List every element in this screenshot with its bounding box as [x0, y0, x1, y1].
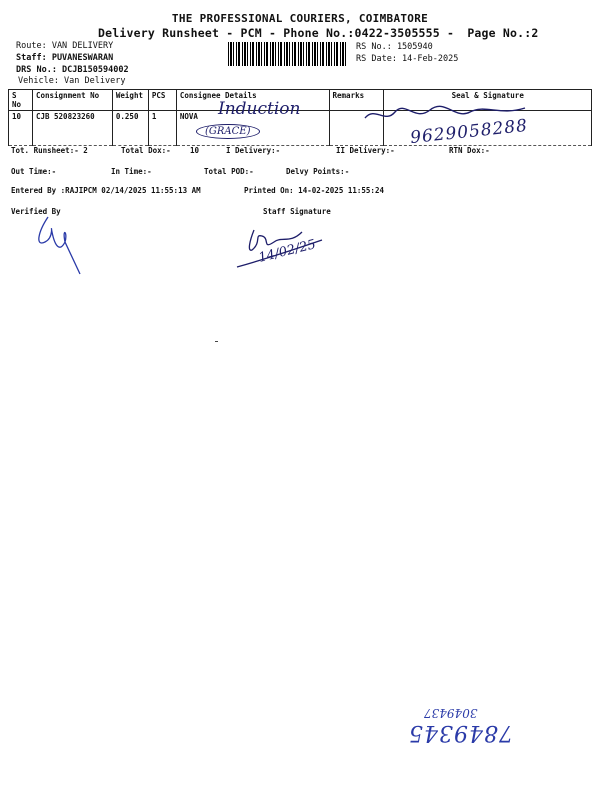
margin-number: 7849345	[408, 720, 513, 745]
runsheet-title-text: Delivery Runsheet - PCM - Phone No.:0422-3505555 -	[98, 26, 455, 40]
handwritten-staff-date: 14/02/25	[257, 237, 318, 266]
cell-sno: 10	[9, 111, 33, 146]
rs-number: RS No.: 1505940	[356, 42, 433, 52]
verified-signature	[30, 212, 90, 282]
staff-label: Staff: PUVANESWARAN	[16, 53, 114, 63]
col-weight: Weight	[112, 90, 148, 111]
rs-date: RS Date: 14-Feb-2025	[356, 54, 459, 64]
page-number: Page No.:2	[467, 26, 539, 40]
handwritten-phone: 9629058288	[409, 115, 529, 149]
staff-signature-label: Staff Signature	[263, 207, 331, 216]
printed-on: Printed On: 14-02-2025 11:55:24	[244, 186, 384, 195]
cell-pcs: 1	[148, 111, 176, 146]
company-title: THE PROFESSIONAL COURIERS, COIMBATORE	[171, 12, 429, 25]
in-time: In Time:-	[111, 167, 152, 176]
drs-number: DRS No.: DCJB150594002	[16, 65, 129, 75]
entered-by: Entered By :RAJIPCM 02/14/2025 11:55:13 AM	[11, 186, 201, 195]
col-seal: Seal & Signature	[384, 90, 592, 111]
total-pod: Total POD:-	[204, 167, 254, 176]
tot-runsheet: Tot. Runsheet:- 2	[11, 146, 88, 155]
runsheet-title	[98, 26, 539, 40]
barcode	[228, 42, 348, 66]
ii-delivery: II Delivery:-	[336, 146, 395, 155]
col-consignment: Consignment No	[32, 90, 112, 111]
col-sno: S No	[9, 90, 33, 111]
col-consignee: Consignee Details	[176, 90, 329, 111]
delvy-points: Delvy Points:-	[286, 167, 350, 176]
i-delivery: I Delivery:-	[226, 146, 281, 155]
consignee-name: NOVA	[179, 112, 198, 121]
cell-weight: 0.250	[112, 111, 148, 146]
rtn-dox: RTN Dox:-	[449, 146, 490, 155]
total-dox-label: Total Dox:-	[121, 146, 171, 155]
margin-number-2: 3049437	[424, 706, 478, 720]
route-label: Route: VAN DELIVERY	[16, 41, 114, 51]
cell-consignment: CJB 520823260	[32, 111, 112, 146]
col-pcs: PCS	[148, 90, 176, 111]
handwritten-induction: Induction	[218, 99, 301, 119]
verified-by: Verified By	[11, 207, 61, 216]
out-time: Out Time:-	[11, 167, 57, 176]
handwritten-grace: (GRACE)	[196, 124, 260, 139]
vehicle-label: Vehicle: Van Delivery	[18, 76, 126, 86]
stray-mark	[215, 341, 218, 342]
col-remarks: Remarks	[329, 90, 384, 111]
total-dox-value: 10	[190, 146, 200, 155]
